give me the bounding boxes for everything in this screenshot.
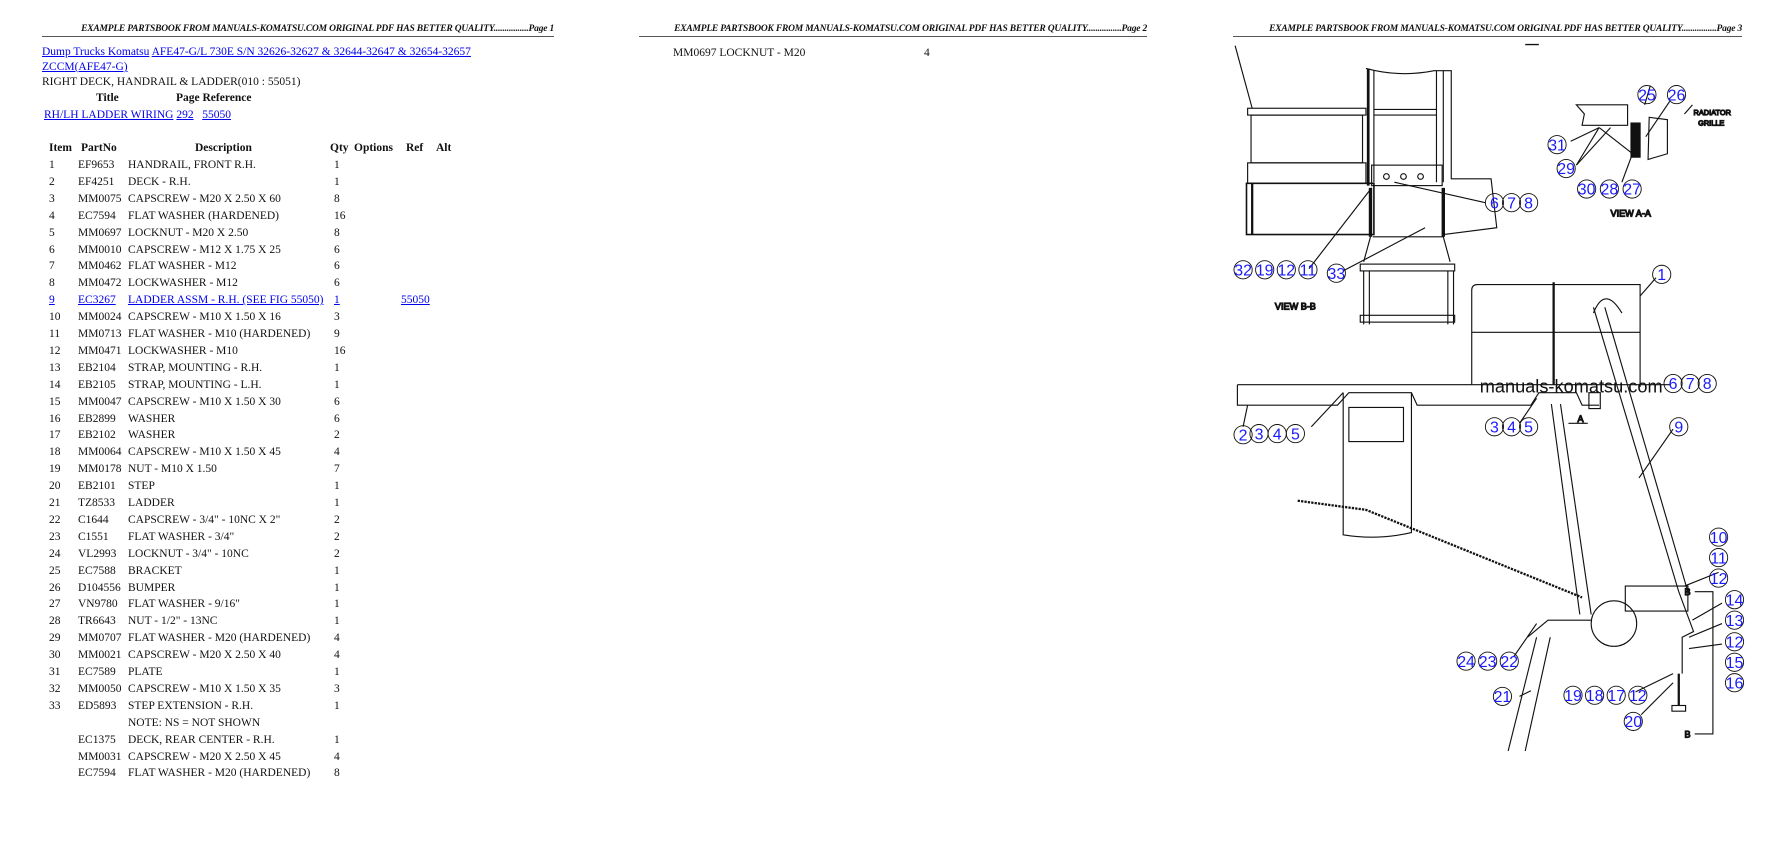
table-row: [0, 751, 560, 768]
page-3-header: EXAMPLE PARTSBOOK FROM MANUALS-KOMATSU.COM ORIGINAL PDF HAS BETTER QUALITY................Page 3: [1233, 24, 1742, 37]
cell-partno: EB2899: [78, 412, 116, 425]
table-row: [0, 497, 560, 514]
callout-number: 21: [1493, 689, 1512, 707]
cell-qty: 6: [334, 395, 340, 408]
callout-number: 5: [1524, 419, 1534, 437]
cell-item: 6: [49, 243, 55, 256]
page2-partno: MM0697: [673, 47, 717, 59]
cell-description: NUT - M10 X 1.50: [128, 463, 217, 476]
table-row: [0, 565, 560, 582]
callout-number: 33: [1327, 265, 1346, 283]
cell-partno: MM0697: [78, 226, 122, 239]
table-row: [0, 615, 560, 632]
cell-qty[interactable]: 1: [334, 294, 340, 307]
cell-description[interactable]: LADDER ASSM - R.H. (SEE FIG 55050): [128, 294, 324, 307]
callout-number: 30: [1577, 181, 1596, 199]
callout-number: 16: [1725, 675, 1744, 693]
cell-description: STEP EXTENSION - R.H.: [128, 699, 254, 712]
callout-number: 5: [1290, 426, 1300, 444]
cell-qty: 1: [334, 598, 340, 611]
table-row: [0, 480, 560, 497]
callout-number: 7: [1507, 195, 1516, 213]
cell-item: 33: [49, 699, 61, 712]
cell-partno: EC7594: [78, 209, 116, 222]
col-partno: PartNo: [81, 142, 117, 154]
cell-qty: 1: [334, 175, 340, 188]
table-row: [0, 227, 560, 244]
section-b-label-bottom: B: [1684, 729, 1691, 740]
cell-qty: 4: [334, 446, 340, 459]
table-row: [0, 700, 560, 717]
col-alt: Alt: [436, 142, 452, 154]
callout-number: 26: [1667, 87, 1686, 105]
cell-description: CAPSCREW - M20 X 2.50 X 40: [128, 649, 281, 662]
cell-item: 19: [49, 463, 61, 476]
table-row: [0, 767, 560, 784]
cell-item: 5: [49, 226, 55, 239]
cell-partno: MM0713: [78, 328, 122, 340]
cell-description: WASHER: [128, 412, 176, 425]
cell-description: STRAP, MOUNTING - L.H.: [128, 378, 262, 391]
cell-description: BUMPER: [128, 581, 176, 594]
table-row: [0, 463, 560, 480]
cell-description: CAPSCREW - M20 X 2.50 X 60: [128, 192, 281, 205]
view-bb-drawing: [1235, 46, 1497, 325]
cell-partno: VN9780: [78, 598, 118, 611]
cell-item: 3: [49, 192, 55, 205]
cell-item: 1: [49, 159, 55, 171]
cell-item: 28: [49, 615, 61, 628]
cell-qty: 1: [334, 361, 340, 374]
cell-partno: EC7594: [78, 767, 116, 780]
callout-number: 2: [1238, 427, 1248, 445]
reference-code-link[interactable]: 55050: [202, 109, 231, 121]
table-row: [0, 632, 560, 649]
cell-description: LADDER: [128, 497, 175, 509]
page-2-header: EXAMPLE PARTSBOOK FROM MANUALS-KOMATSU.COM ORIGINAL PDF HAS BETTER QUALITY................Page 2: [639, 24, 1147, 37]
cell-partno: EF9653: [78, 159, 115, 171]
table-row: [0, 193, 560, 210]
table-row: [0, 277, 560, 294]
cell-item: 32: [49, 682, 61, 695]
cell-description: FLAT WASHER - M10 (HARDENED): [128, 328, 311, 340]
page2-description: LOCKNUT - M20: [719, 47, 806, 59]
cell-item: 29: [49, 632, 61, 645]
table-row: [0, 244, 560, 261]
cell-ref[interactable]: 55050: [401, 294, 430, 307]
cell-item: 21: [49, 497, 61, 509]
callout-number: 12: [1725, 634, 1744, 652]
cell-item: 20: [49, 480, 61, 493]
cell-description: FLAT WASHER - M20 (HARDENED): [128, 767, 311, 780]
table-row: [0, 210, 560, 227]
table-row: [0, 717, 560, 734]
cell-partno: EC7589: [78, 666, 116, 678]
table-row: [0, 328, 560, 345]
cell-description: DECK - R.H.: [128, 175, 191, 188]
callout-number: 12: [1277, 262, 1296, 280]
cell-qty: 6: [334, 412, 340, 425]
table-row[interactable]: [0, 294, 560, 311]
cell-item: 18: [49, 446, 61, 459]
cell-qty: 3: [334, 311, 340, 324]
breadcrumb-model-code-link[interactable]: ZCCM(AFE47-G): [42, 61, 128, 73]
callout-number: 31: [1548, 137, 1566, 155]
callout-number: 14: [1725, 592, 1744, 610]
cell-partno: C1551: [78, 530, 109, 543]
cell-qty: 1: [334, 497, 340, 509]
cell-qty: 1: [334, 480, 340, 493]
breadcrumb-model-link[interactable]: AFE47-G/L 730E S/N 32626-32627 & 32644-32647 & 32654-32657: [151, 46, 471, 58]
callout-number: 32: [1234, 262, 1252, 280]
callout-number: 18: [1585, 687, 1604, 705]
callout-number: 15: [1725, 654, 1744, 672]
callout-number: 22: [1500, 653, 1519, 671]
cell-item: 23: [49, 530, 61, 543]
col-item: Item: [49, 142, 72, 154]
col-options: Options: [354, 142, 393, 154]
cell-qty: 1: [334, 699, 340, 712]
cell-qty: 6: [334, 277, 340, 290]
cell-partno: MM0050: [78, 682, 122, 695]
cell-qty: 6: [334, 260, 340, 273]
parts-table-header: [0, 142, 560, 159]
cell-item: 8: [49, 277, 55, 290]
cell-qty: 2: [334, 429, 340, 442]
callout-number: 23: [1478, 653, 1497, 671]
main-view-drawing: [1237, 278, 1722, 751]
callout-number: 28: [1600, 181, 1619, 199]
callout-number: 19: [1564, 687, 1582, 705]
callout-number: 8: [1524, 195, 1534, 213]
cell-qty: 7: [334, 463, 340, 476]
section-a-label: A: [1577, 414, 1584, 425]
cell-description: NOTE: NS = NOT SHOWN: [128, 716, 261, 729]
cell-description: FLAT WASHER - M12: [128, 260, 237, 273]
cell-item: 24: [49, 547, 61, 560]
callout-number: 17: [1607, 687, 1626, 705]
parts-diagram: [1229, 40, 1785, 842]
cell-partno: EF4251: [78, 175, 115, 188]
cell-partno: TZ8533: [78, 497, 116, 509]
table-row: [0, 260, 560, 277]
cell-description: WASHER: [128, 429, 176, 442]
cell-partno: MM0010: [78, 243, 122, 256]
cell-partno: MM0472: [78, 277, 122, 290]
callout-number: 10: [1709, 529, 1728, 547]
cell-qty: 6: [334, 243, 340, 256]
callout-number: 13: [1725, 612, 1744, 630]
callout-number: 3: [1490, 419, 1499, 437]
callout-number: 4: [1272, 426, 1282, 444]
reference-row: [44, 109, 231, 121]
callout-number: 25: [1638, 87, 1656, 105]
cell-item: 26: [49, 581, 61, 594]
cell-partno: C1644: [78, 513, 109, 526]
cell-description: NUT - 1/2" - 13NC: [128, 615, 218, 628]
callout-number: 9: [1674, 419, 1684, 437]
table-row: [0, 159, 560, 176]
cell-description: CAPSCREW - M12 X 1.75 X 25: [128, 243, 281, 256]
cell-description: FLAT WASHER - 9/16": [128, 598, 240, 611]
col-description: Description: [195, 142, 252, 154]
cell-partno: MM0064: [78, 446, 122, 459]
cell-qty: 8: [334, 192, 340, 205]
cell-description: BRACKET: [128, 564, 182, 577]
cell-description: CAPSCREW - M20 X 2.50 X 45: [128, 750, 281, 763]
callout-number: 7: [1685, 376, 1695, 394]
cell-item: 16: [49, 412, 61, 425]
view-aa-label: VIEW A-A: [1610, 208, 1651, 219]
table-row: [0, 362, 560, 379]
cell-item: 30: [49, 649, 61, 662]
cell-item: 10: [49, 311, 61, 324]
cell-description: FLAT WASHER (HARDENED): [128, 209, 279, 222]
cell-description: PLATE: [128, 666, 163, 678]
cell-partno: MM0178: [78, 463, 122, 476]
col-qty: Qty: [330, 142, 349, 154]
table-row: [0, 531, 560, 548]
callout-number: 1: [1657, 267, 1667, 285]
cell-description: CAPSCREW - M10 X 1.50 X 30: [128, 395, 281, 408]
callout-number: 6: [1490, 195, 1499, 213]
cell-qty: 4: [334, 750, 340, 763]
ref-header-title: Title: [96, 92, 119, 104]
cell-qty: 16: [334, 344, 346, 357]
cell-partno: VL2993: [78, 547, 117, 560]
cell-item[interactable]: 9: [49, 294, 55, 307]
callout-number: 11: [1299, 262, 1317, 280]
cell-partno: D104556: [78, 581, 121, 594]
cell-description: LOCKWASHER - M10: [128, 344, 238, 357]
cell-item: 22: [49, 513, 61, 526]
cell-qty: 16: [334, 209, 346, 222]
cell-description: LOCKNUT - 3/4" - 10NC: [128, 547, 249, 560]
table-row: [0, 311, 560, 328]
reference-page-link[interactable]: 292: [176, 109, 194, 121]
callout-number: 12: [1709, 570, 1728, 588]
table-row: [0, 514, 560, 531]
cell-description: CAPSCREW - 3/4" - 10NC X 2": [128, 513, 281, 526]
cell-description: DECK, REAR CENTER - R.H.: [128, 733, 275, 746]
table-row: [0, 379, 560, 396]
reference-title-link[interactable]: RH/LH LADDER WIRING: [44, 109, 174, 121]
callout-number: 29: [1557, 161, 1576, 179]
cell-qty: 1: [334, 159, 340, 171]
cell-description: LOCKWASHER - M12: [128, 277, 238, 290]
cell-qty: 1: [334, 615, 340, 628]
table-row: [0, 413, 560, 430]
cell-item: 25: [49, 564, 61, 577]
cell-item: 7: [49, 260, 55, 273]
cell-description: FLAT WASHER - 3/4": [128, 530, 235, 543]
cell-item: 31: [49, 666, 61, 678]
cell-qty: 8: [334, 226, 340, 239]
cell-qty: 9: [334, 328, 340, 340]
callout-number: 8: [1702, 376, 1712, 394]
cell-partno: MM0047: [78, 395, 122, 408]
radiator-label: RADIATOR: [1693, 108, 1732, 118]
callout-number: 19: [1255, 262, 1274, 280]
section-b-label-top: B: [1684, 587, 1691, 598]
callout-number: 24: [1457, 653, 1475, 671]
callout-number: 27: [1623, 181, 1641, 199]
view-bb-label: VIEW B-B: [1274, 301, 1316, 312]
callout-number: 12: [1628, 687, 1647, 705]
cell-item: 14: [49, 378, 61, 391]
table-row: [0, 176, 560, 193]
cell-partno: EC1375: [78, 733, 116, 746]
cell-qty: 4: [334, 632, 340, 645]
cell-description: CAPSCREW - M10 X 1.50 X 45: [128, 446, 281, 459]
cell-description: LOCKNUT - M20 X 2.50: [128, 226, 249, 239]
cell-qty: 1: [334, 733, 340, 746]
cell-qty: 1: [334, 564, 340, 577]
cell-item: 11: [49, 328, 61, 340]
cell-item: 2: [49, 175, 55, 188]
cell-partno: MM0024: [78, 311, 122, 324]
cell-partno: ED5893: [78, 699, 117, 712]
cell-description: HANDRAIL, FRONT R.H.: [128, 159, 256, 171]
page-1-header: EXAMPLE PARTSBOOK FROM MANUALS-KOMATSU.COM ORIGINAL PDF HAS BETTER QUALITY................Page 1: [42, 24, 554, 37]
cell-partno: EB2102: [78, 429, 116, 442]
cell-qty: 1: [334, 581, 340, 594]
breadcrumb: [42, 46, 471, 58]
cell-description: CAPSCREW - M10 X 1.50 X 16: [128, 311, 281, 324]
cell-partno: MM0075: [78, 192, 122, 205]
cell-qty: 1: [334, 666, 340, 678]
page2-row-part: [673, 47, 805, 59]
table-row: [0, 598, 560, 615]
table-row: [0, 396, 560, 413]
cell-qty: 2: [334, 513, 340, 526]
table-row: [0, 429, 560, 446]
table-row: [0, 666, 560, 683]
section-title: RIGHT DECK, HANDRAIL & LADDER(010 : 55051): [42, 76, 301, 88]
ref-header-page-reference: Page Reference: [176, 92, 252, 104]
cell-partno[interactable]: EC3267: [78, 294, 116, 307]
cell-item: 27: [49, 598, 61, 611]
cell-qty: 1: [334, 378, 340, 391]
cell-partno: TR6643: [78, 615, 116, 628]
cell-description: CAPSCREW - M10 X 1.50 X 35: [128, 682, 281, 695]
cell-partno: MM0707: [78, 632, 122, 645]
cell-partno: MM0462: [78, 260, 122, 273]
cell-description: FLAT WASHER - M20 (HARDENED): [128, 632, 311, 645]
cell-partno: EB2101: [78, 480, 116, 493]
table-row: [0, 548, 560, 565]
cell-partno: MM0471: [78, 344, 122, 357]
cell-partno: EC7588: [78, 564, 116, 577]
callout-number: 4: [1507, 419, 1516, 437]
cell-qty: 2: [334, 547, 340, 560]
cell-qty: 4: [334, 649, 340, 662]
table-row: [0, 446, 560, 463]
cell-item: 4: [49, 209, 55, 222]
col-ref: Ref: [406, 142, 424, 154]
cell-qty: 2: [334, 530, 340, 543]
table-row: [0, 734, 560, 751]
callout-number: 11: [1710, 550, 1727, 568]
cell-item: 13: [49, 361, 61, 374]
table-row: [0, 582, 560, 599]
cell-partno: MM0021: [78, 649, 122, 662]
page2-qty: 4: [924, 47, 930, 59]
cell-partno: EB2104: [78, 361, 116, 374]
cell-description: STRAP, MOUNTING - R.H.: [128, 361, 263, 374]
cell-item: 15: [49, 395, 61, 408]
breadcrumb-category-link[interactable]: Dump Trucks Komatsu: [42, 46, 150, 58]
table-row: [0, 683, 560, 700]
grille-label: GRILLE: [1698, 118, 1725, 128]
cell-partno: EB2105: [78, 378, 116, 391]
callout-number: 6: [1668, 376, 1678, 394]
cell-partno: MM0031: [78, 750, 122, 763]
table-row: [0, 345, 560, 362]
cell-qty: 8: [334, 767, 340, 780]
callout-number: 3: [1254, 426, 1264, 444]
watermark: manuals-komatsu.com: [1479, 376, 1663, 397]
table-row: [0, 649, 560, 666]
cell-item: 12: [49, 344, 61, 357]
callout-number: 20: [1624, 714, 1643, 732]
cell-qty: 3: [334, 682, 340, 695]
cell-item: 17: [49, 429, 61, 442]
cell-description: STEP: [128, 480, 155, 493]
